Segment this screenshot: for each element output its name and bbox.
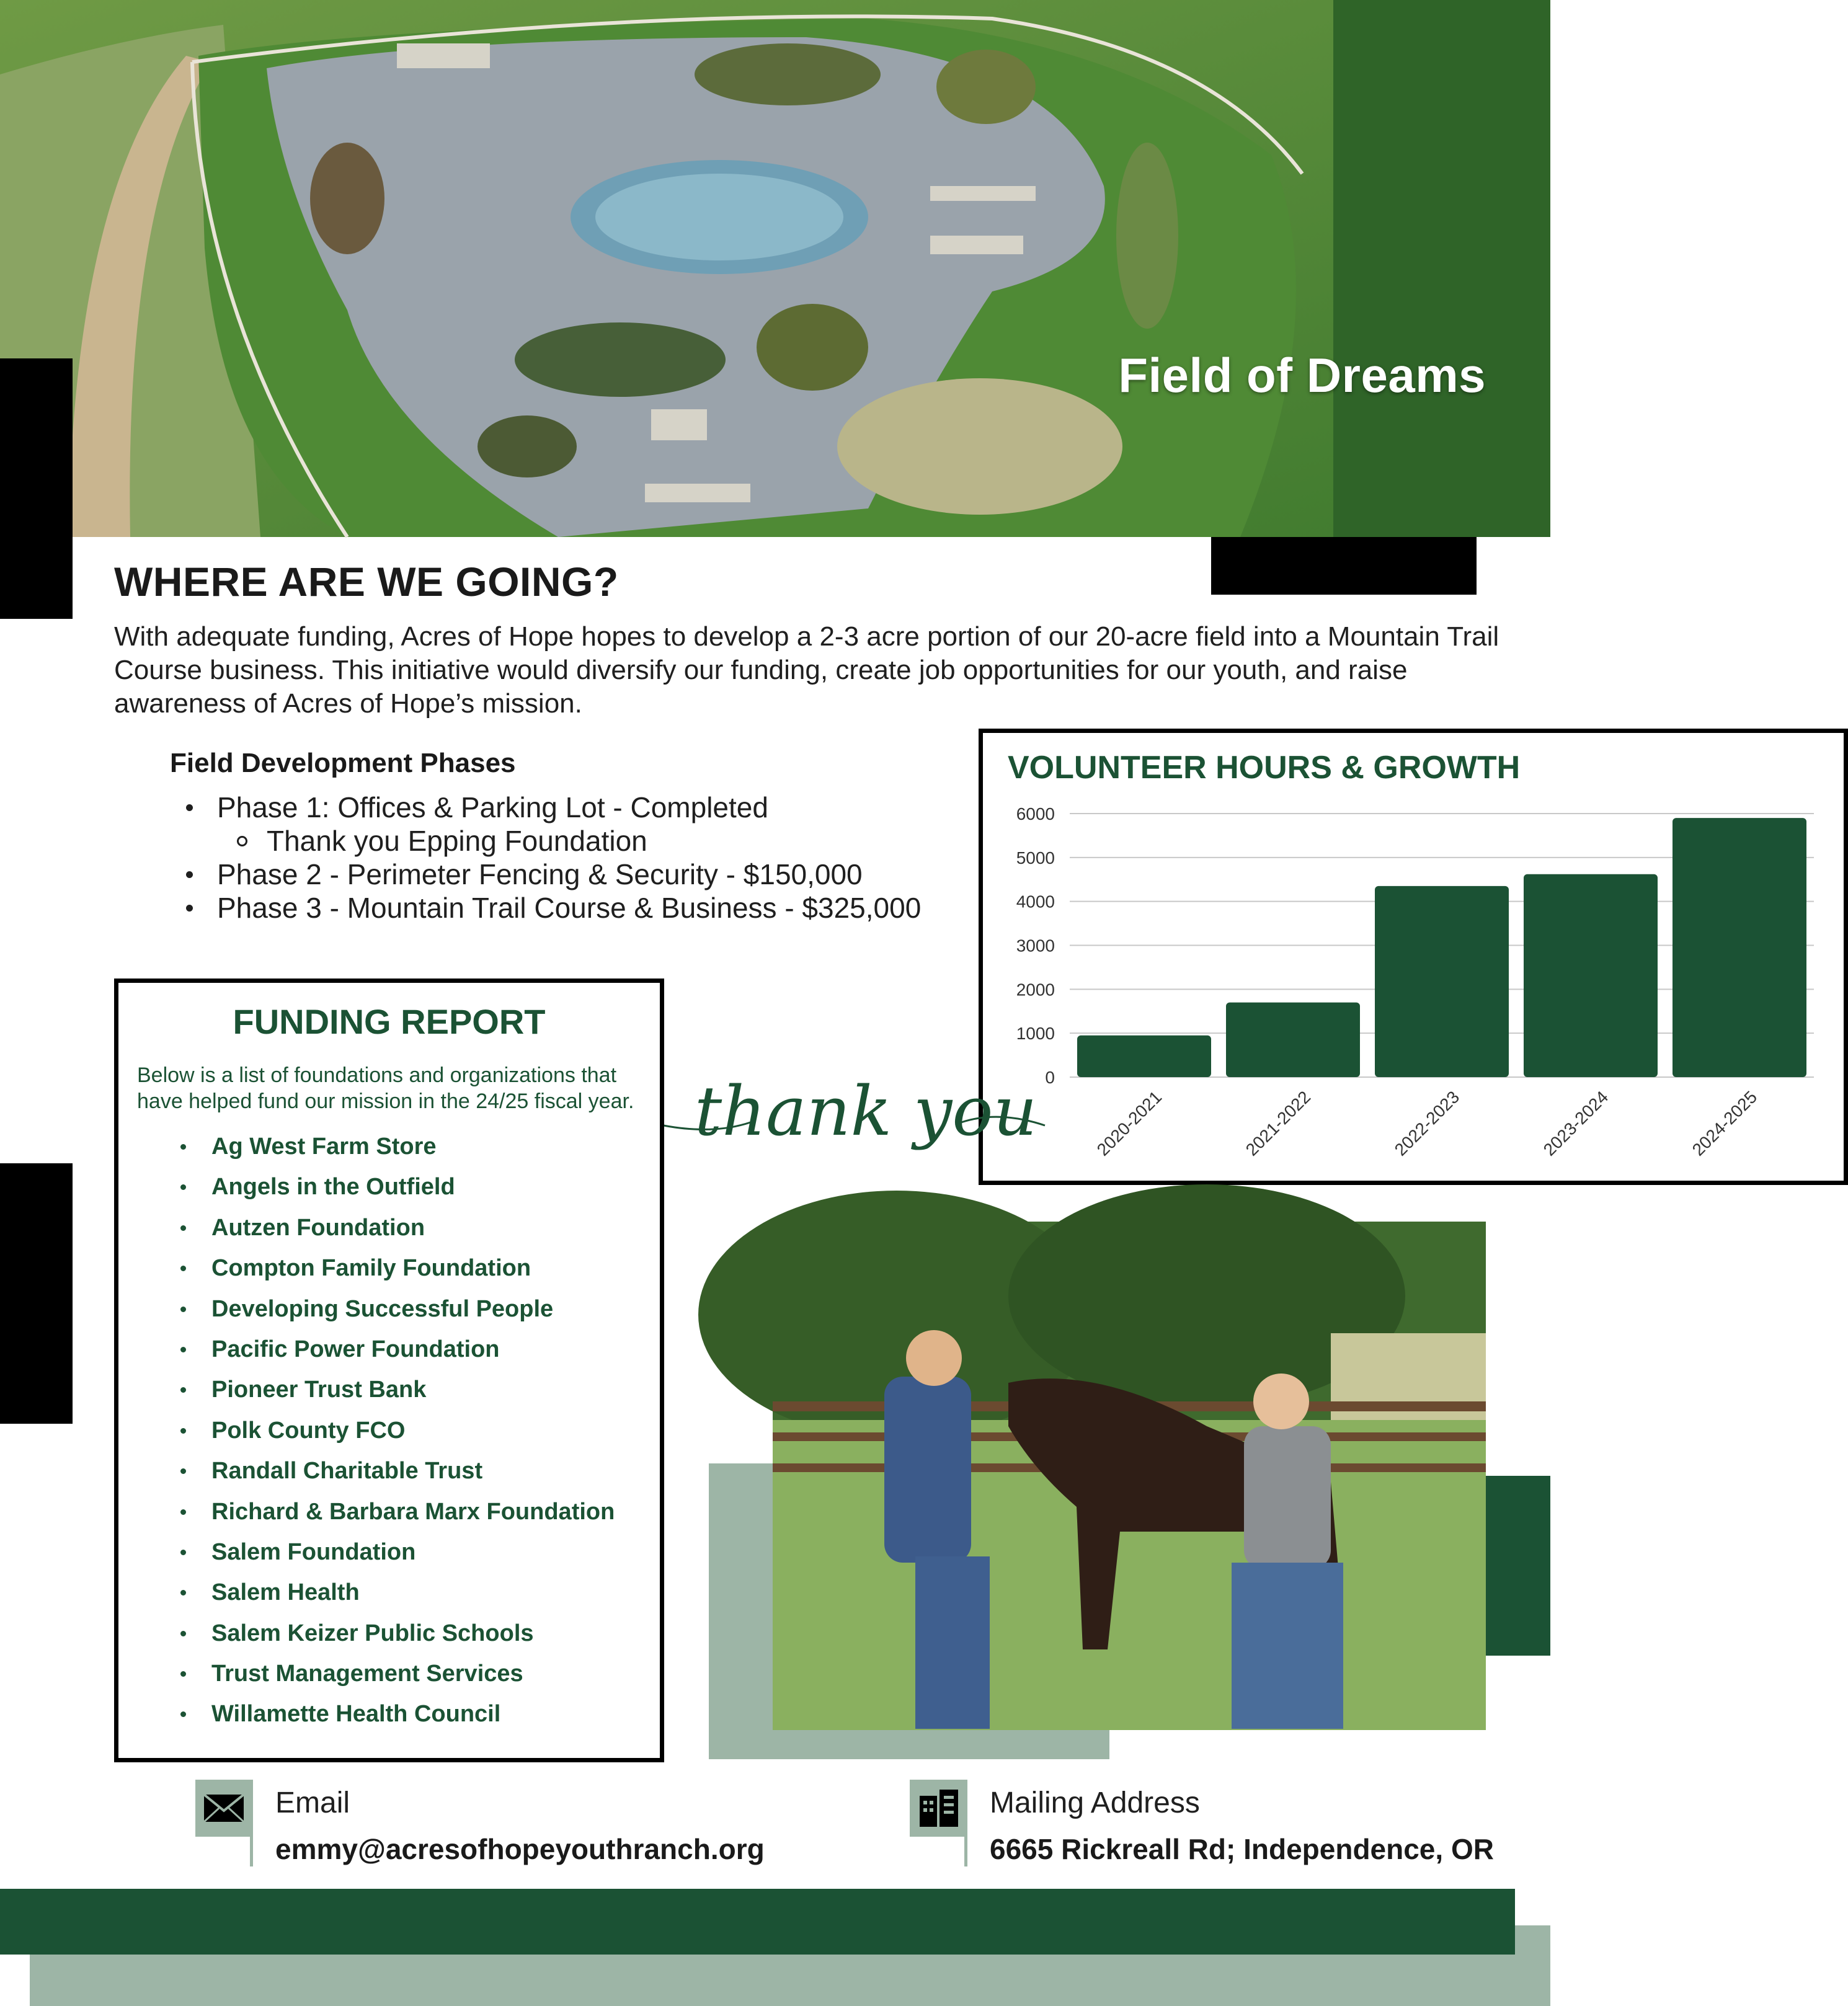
intro-paragraph: With adequate funding, Acres of Hope hopes to develop a 2-3 acre portion of our 20-acre field into a Mountain Trail Course business. This initiative would diversify our funding, create job opportunities for our youth, and raise awareness of Acres of Hope’s mission.	[114, 621, 1499, 719]
bullet-icon	[180, 1266, 186, 1271]
building-icon	[910, 1780, 967, 1837]
bullet-icon	[180, 1671, 186, 1677]
bar	[1673, 818, 1806, 1077]
phase-subitem	[186, 824, 921, 858]
y-tick-label: 1000	[1016, 1024, 1055, 1044]
bullet-icon	[186, 905, 193, 912]
bullet-icon	[180, 1468, 186, 1474]
funder-name: Salem Health	[211, 1579, 360, 1606]
bar	[1226, 1003, 1360, 1077]
bullet-icon	[180, 1631, 186, 1636]
email-value[interactable]: emmy@acresofhopeyouthranch.org	[275, 1833, 765, 1865]
bullet-icon	[186, 804, 193, 811]
phase-text: Phase 1: Offices & Parking Lot - Completed	[217, 791, 768, 823]
list-item	[180, 1334, 615, 1375]
funding-description: Below is a list of foundations and organizations that have helped fund our mission in the 24/25 fiscal year.	[137, 1063, 634, 1113]
bullet-icon	[186, 871, 193, 878]
list-item	[180, 1497, 615, 1537]
bullet-icon	[180, 1184, 186, 1190]
funder-name: Trust Management Services	[211, 1661, 523, 1687]
email-icon-box	[195, 1780, 252, 1837]
y-tick-label: 5000	[1016, 848, 1055, 868]
bullet-icon	[180, 1428, 186, 1434]
list-item	[180, 1578, 615, 1618]
list-item	[180, 1699, 615, 1739]
bullet-icon	[180, 1144, 186, 1150]
bar	[1375, 886, 1509, 1077]
phase-text: Phase 2 - Perimeter Fencing & Security - $150,000	[217, 858, 863, 890]
list-item	[180, 1294, 615, 1334]
y-tick-label: 6000	[1016, 804, 1055, 823]
bullet-icon	[180, 1307, 186, 1312]
bullet-icon	[180, 1509, 186, 1515]
decor-black-bar-left-bottom	[0, 1163, 73, 1424]
volunteer-chart-panel	[979, 729, 1848, 1185]
funder-name: Polk County FCO	[211, 1417, 406, 1444]
funder-name: Richard & Barbara Marx Foundation	[211, 1498, 615, 1525]
funder-name: Compton Family Foundation	[211, 1255, 531, 1282]
phases-list	[186, 791, 921, 925]
funder-name: Developing Successful People	[211, 1295, 554, 1322]
y-tick-label: 0	[1045, 1068, 1055, 1087]
bullet-icon	[180, 1225, 186, 1231]
list-item	[180, 1537, 615, 1578]
funders-list	[180, 1132, 615, 1740]
funder-name: Salem Keizer Public Schools	[211, 1620, 534, 1646]
hero-title: Field of Dreams	[1118, 348, 1486, 402]
email-label: Email	[275, 1786, 350, 1819]
bullet-icon	[237, 836, 247, 846]
funder-name: Randall Charitable Trust	[211, 1458, 483, 1485]
list-item	[180, 1132, 615, 1172]
phase-item	[186, 858, 921, 891]
bullet-icon	[180, 1590, 186, 1595]
email-divider	[250, 1780, 253, 1866]
envelope-icon	[195, 1780, 252, 1837]
address-icon-box	[910, 1780, 967, 1837]
y-tick-label: 2000	[1016, 980, 1055, 1000]
list-item	[180, 1213, 615, 1253]
funding-title: FUNDING REPORT	[233, 1002, 546, 1041]
funder-name: Willamette Health Council	[211, 1701, 501, 1728]
x-tick-label: 2024-2025	[1688, 1087, 1761, 1160]
list-item	[180, 1253, 615, 1294]
x-tick-label: 2023-2024	[1539, 1087, 1612, 1160]
funder-name: Angels in the Outfield	[211, 1174, 455, 1200]
list-item	[180, 1618, 615, 1659]
decor-black-bar-left-top	[0, 358, 73, 619]
volunteer-hours-chart	[983, 795, 1844, 1179]
y-tick-label: 3000	[1016, 936, 1055, 956]
hero-image	[0, 0, 1550, 537]
phase-item	[186, 891, 921, 925]
funder-name: Salem Foundation	[211, 1538, 416, 1565]
horse-photo	[773, 1222, 1486, 1729]
funder-name: Pioneer Trust Bank	[211, 1377, 427, 1403]
phases-title: Field Development Phases	[170, 748, 516, 778]
y-tick-label: 4000	[1016, 892, 1055, 912]
address-divider	[964, 1780, 967, 1866]
x-tick-label: 2020-2021	[1093, 1087, 1166, 1160]
phase-text: Phase 3 - Mountain Trail Course & Business - $325,000	[217, 892, 922, 924]
bullet-icon	[180, 1387, 186, 1393]
bullet-icon	[180, 1347, 186, 1352]
phase-item	[186, 791, 921, 824]
thank-you-text: thank you	[695, 1072, 1037, 1151]
list-item	[180, 1172, 615, 1212]
address-value: 6665 Rickreall Rd; Independence, OR	[990, 1833, 1494, 1865]
x-tick-label: 2022-2023	[1390, 1087, 1464, 1160]
decor-green-bar-right	[1485, 1476, 1550, 1656]
funder-name: Autzen Foundation	[211, 1214, 425, 1241]
funder-name: Pacific Power Foundation	[211, 1336, 500, 1362]
footer-bar-green	[0, 1889, 1515, 1955]
list-item	[180, 1659, 615, 1699]
x-tick-label: 2021-2022	[1242, 1087, 1315, 1160]
funding-report-panel	[114, 979, 664, 1762]
decor-black-bar-right	[1211, 537, 1477, 595]
funder-name: Ag West Farm Store	[211, 1134, 437, 1160]
list-item	[180, 1375, 615, 1415]
address-label: Mailing Address	[990, 1786, 1200, 1819]
bar	[1524, 874, 1658, 1077]
list-item	[180, 1416, 615, 1456]
list-item	[180, 1456, 615, 1496]
chart-title: VOLUNTEER HOURS & GROWTH	[1008, 750, 1521, 786]
section-heading: WHERE ARE WE GOING?	[114, 559, 619, 605]
bar	[1077, 1036, 1211, 1077]
bullet-icon	[180, 1711, 186, 1717]
bullet-icon	[180, 1550, 186, 1555]
phase-text: Thank you Epping Foundation	[267, 825, 647, 857]
